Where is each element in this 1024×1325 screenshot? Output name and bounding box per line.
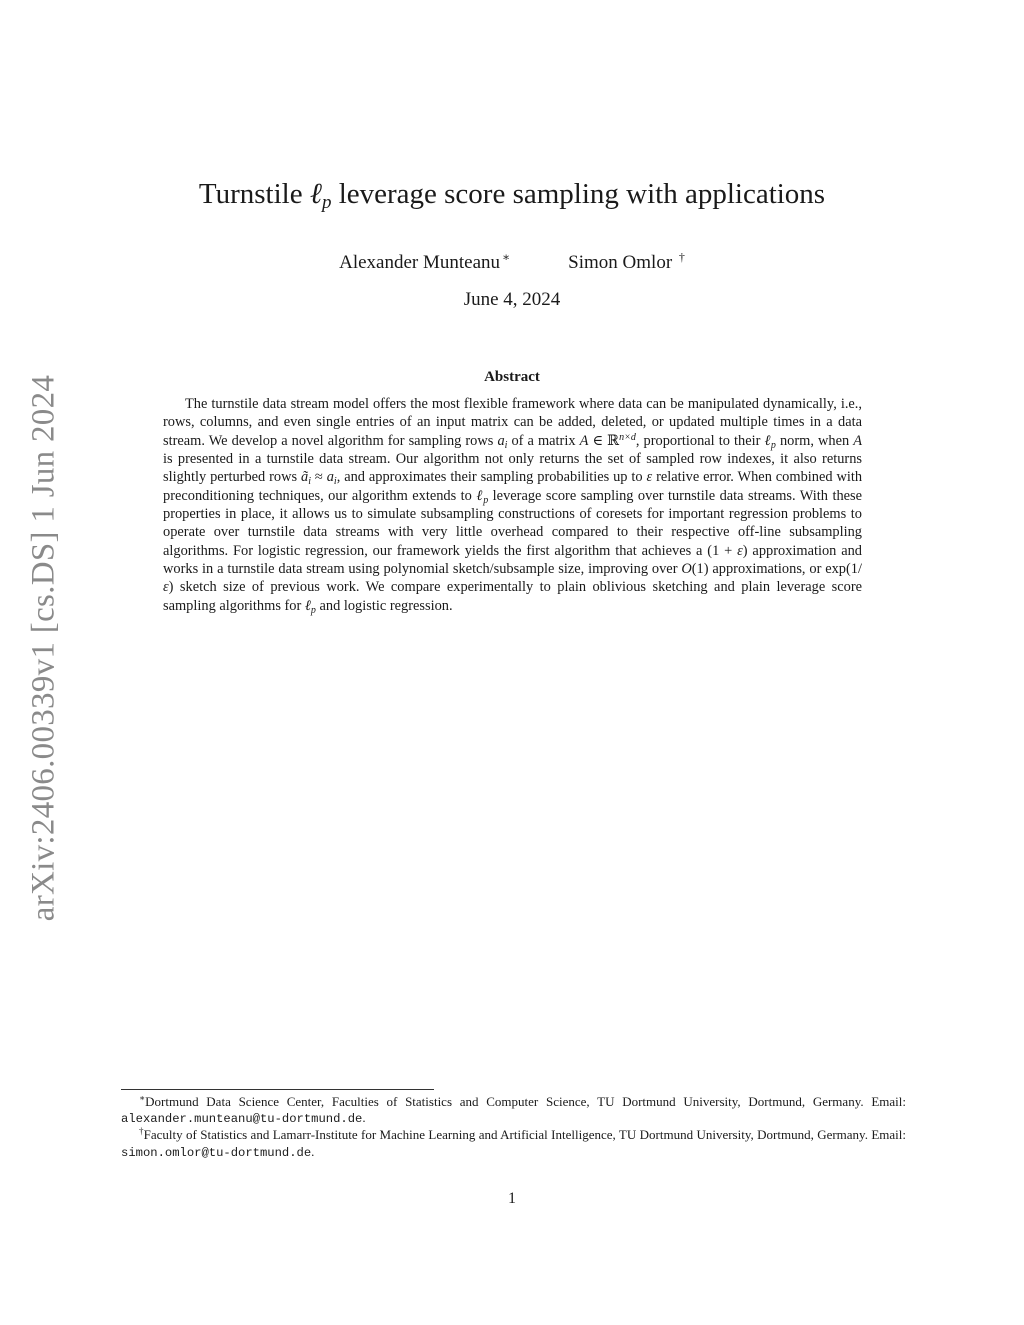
title-prefix: Turnstile [198,178,310,210]
email-link[interactable]: alexander.munteanu@tu-dortmund.de [121,1112,363,1127]
paper-title [0,178,1024,214]
footnote-text: Dortmund Data Science Center, Faculties of Statistics and Computer Science, TU Dortmund University, Dortmund, Germany. Email: [145,1094,906,1109]
author-munteanu [339,250,510,274]
author-omlor [568,250,685,274]
arxiv-identifier: arXiv:2406.00339v1 [cs.DS] 1 Jun 2024 [25,374,62,922]
abstract-heading: Abstract [484,369,540,385]
author-footnote-mark: ∗ [502,250,511,264]
publication-date: June 4, 2024 [463,289,561,310]
page-number: 1 [508,1190,516,1207]
email-link[interactable]: simon.omlor@tu-dortmund.de [121,1145,312,1160]
footnotes [121,1094,906,1161]
footnote-1: ∗Dortmund Data Science Center, Faculties of Statistics and Computer Science, TU Dortmund University, Dortmund, Germany. Email: alexander.munteanu@tu-dortmund.de. [121,1093,906,1127]
author-name: Simon Omlor [568,252,677,273]
title-suffix: leverage score sampling with applications [331,178,826,210]
footnote-mark: ∗ [139,1093,146,1103]
footnote-mark: † [139,1126,144,1137]
abstract-body: The turnstile data stream model offers the most flexible framework where data can be manipulated dynamically, i.e., rows, columns, and even single entries of an input matrix can be added, deleted, or updated multiple times in a data stream. We develop a novel algorithm for sampling rows $a_i$ of a matrix A ∈ ℝ$^{n\times d}$, proportional to their ℓ$_p$ norm, when A is presented in a turnstile data stream. Our algorithm not only returns the set of sampled row indexes, it also returns slightly perturbed rows $ã_i \approx a_i$, and approximates their sampling probabilities up to ε relative error. When combined with preconditioning techniques, our algorithm extends to ℓ$_p$ leverage score sampling over turnstile data streams. With these properties in place, it allows us to simulate subsampling constructions of coresets for important regression problems to operate over turnstile data streams with very little overhead compared to their respective off-line subsampling algorithms. For logistic regression, our framework yields the first algorithm that achieves a (1 + ε) approximation and works in a turnstile data stream using polynomial sketch/subsample size, improving over O(1) approximations, or exp(1/ε) sketch size of previous work. We compare experimentally to plain oblivious sketching and plain leverage score sampling algorithms for ℓ$_p$ and logistic regression. [163,396,863,616]
author-footnote-mark: † [678,250,685,264]
footnote-text: Faculty of Statistics and Lamarr-Institute for Machine Learning and Artificial Intelligence, TU Dortmund University, Dortmund, Germany. Email: [143,1127,907,1143]
author-name: Alexander Munteanu [339,252,501,273]
title-ell: ℓ [309,178,322,210]
footnote-rule [121,1089,434,1090]
author-list [0,250,1024,274]
title-sub: p [321,192,332,213]
footnote-2: †Faculty of Statistics and Lamarr-Institute for Machine Learning and Artificial Intelligence, TU Dortmund University, Dortmund, Germany. Email: simon.omlor@tu-dortmund.de. [121,1126,907,1160]
